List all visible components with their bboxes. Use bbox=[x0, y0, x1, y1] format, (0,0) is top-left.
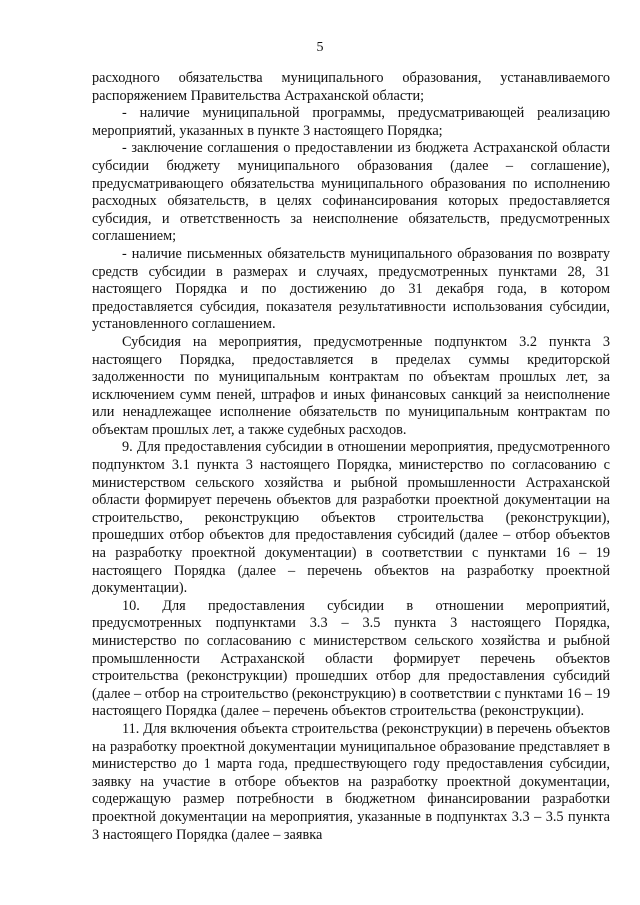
paragraph-item-11: 11. Для включения объекта строительства (реконструкции) в перечень объектов на разработку проектной документации муниципальное образование представляет в министерство до 1 марта года, предшествующего году предоставления субсидии, заявку на участие в отборе объектов на разработку проектной документации, содержащую размер потребности в бюджетном финансировании разработки проектной документации на мероприятия, указанные в подпунктах 3.3 – 3.5 пункта 3 настоящего Порядка (далее – заявка bbox=[92, 720, 610, 843]
page-number: 5 bbox=[316, 40, 324, 55]
paragraph-continuation: расходного обязательства муниципального образования, устанавливаемого распоряжением Правительства Астраханской области; bbox=[92, 70, 610, 104]
paragraph-subsidy-limits: Субсидия на мероприятия, предусмотренные подпунктом 3.2 пункта 3 настоящего Порядка, предоставляется в пределах суммы кредиторской задолженности по муниципальным контрактам по объектам прошлых лет, за исключением сумм пеней, штрафов и иных финансовых санкций за неисполнение или ненадлежащее исполнение обязательств по муниципальным контрактам по объектам прошлых лет, а также судебных расходов. bbox=[92, 333, 610, 438]
paragraph-written-obligations: - наличие письменных обязательств муниципального образования по возврату средств субсидии в размерах и случаях, предусмотренных пунктами 28, 31 настоящего Порядка и по достижению до 31 декабря года, в котором предоставляется субсидия, показателя результативности использования субсидии, установленного соглашением. bbox=[92, 245, 610, 333]
document-body bbox=[92, 70, 610, 844]
paragraph-municipal-program: - наличие муниципальной программы, предусматривающей реализацию мероприятий, указанных в пункте 3 настоящего Порядка; bbox=[92, 105, 610, 139]
paragraph-agreement: - заключение соглашения о предоставлении из бюджета Астраханской области субсидии бюджету муниципального образования (далее – соглашение), предусматривающего обязательства муниципального образования по исполнению расходных обязательств, в целях софинансирования которых предоставляется субсидия, и ответственность за неисполнение обязательств, предусмотренных соглашением; bbox=[92, 140, 610, 245]
paragraph-item-10: 10. Для предоставления субсидии в отношении мероприятий, предусмотренных подпунктами 3.3 – 3.5 пункта 3 настоящего Порядка, министерство по согласованию с министерством сельского хозяйства и рыбной промышленности Астраханской области формирует перечень объектов строительства (реконструкции) прошедших отбор для предоставления субсидий (далее – отбор на строительство (реконструкцию) в соответствии с пунктами 16 – 19 настоящего Порядка (далее – перечень объектов строительства (реконструкции). bbox=[92, 597, 610, 720]
paragraph-item-9: 9. Для предоставления субсидии в отношении мероприятия, предусмотренного подпунктом 3.1 пункта 3 настоящего Порядка, министерство по согласованию с министерством сельского хозяйства и рыбной промышленности Астраханской области формирует перечень объектов для разработки проектной документации на строительство, реконструкцию объектов строительства (реконструкции), прошедших отбор объектов для предоставления субсидий (далее – отбор объектов на разработку проектной документации) в соответствии с пунктами 16 – 19 настоящего Порядка (далее – перечень объектов на разработку проектной документации). bbox=[92, 439, 610, 597]
